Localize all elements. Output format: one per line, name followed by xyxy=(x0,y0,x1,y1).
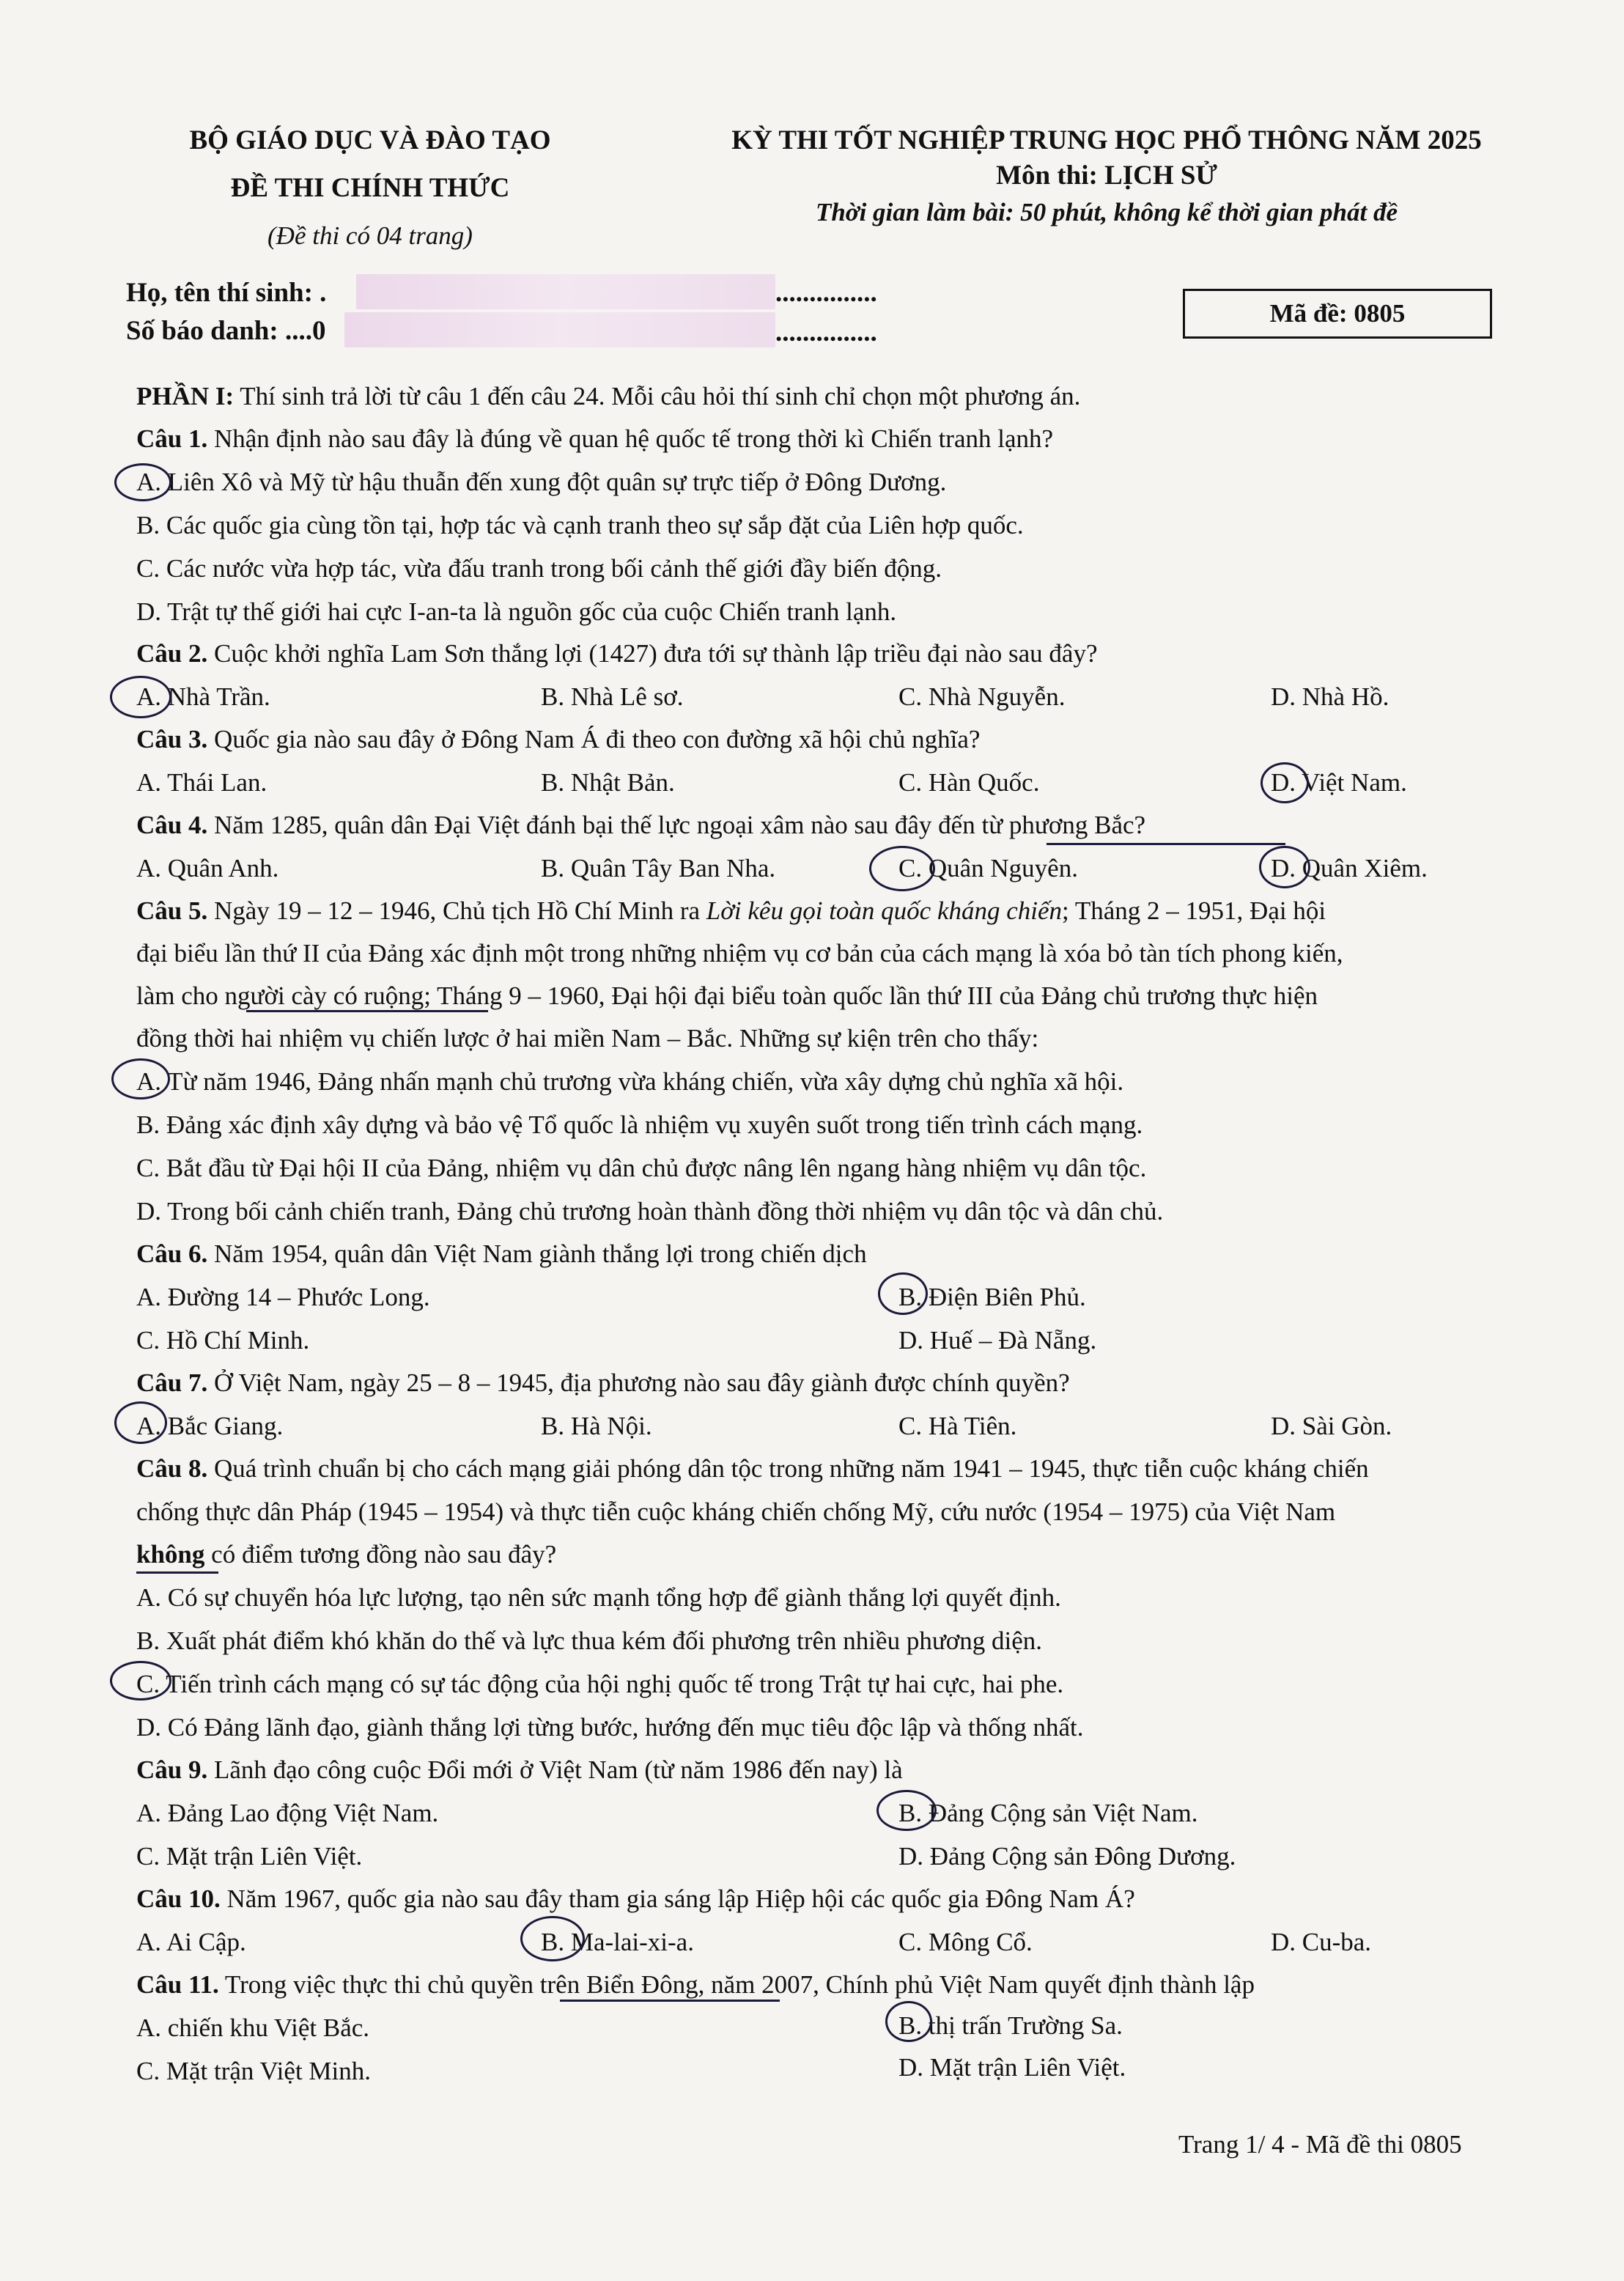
question-7-number: Câu 7. xyxy=(136,1368,208,1397)
q3-option-a[interactable]: A. Thái Lan. xyxy=(136,768,267,797)
q3-option-d[interactable]: D. Việt Nam. xyxy=(1271,768,1407,797)
q1-option-b[interactable]: B. Các quốc gia cùng tồn tại, hợp tác và cạnh tranh theo sự sắp đặt của Liên hợp quốc. xyxy=(136,511,1024,539)
question-8 xyxy=(136,1448,1369,1490)
pages-note: (Đề thi có 04 trang) xyxy=(267,221,473,250)
exam-title: KỲ THI TỐT NGHIỆP TRUNG HỌC PHỔ THÔNG NĂM 2025 xyxy=(731,125,1482,155)
q6-option-d[interactable]: D. Huế – Đà Nẵng. xyxy=(898,1326,1097,1355)
question-8-text-3: có điểm tương đồng nào sau đây? xyxy=(204,1540,557,1569)
redacted-number xyxy=(344,312,775,347)
question-5-line-2: đại biểu lần thứ II của Đảng xác định một trong những nhiệm vụ cơ bản của cách mạng là xóa bỏ tàn tích phong kiến, xyxy=(136,939,1343,968)
question-8-negation: không xyxy=(136,1540,205,1569)
question-3-number: Câu 3. xyxy=(136,725,208,753)
q9-option-b[interactable]: B. Đảng Cộng sản Việt Nam. xyxy=(898,1799,1198,1827)
q7-option-c[interactable]: C. Hà Tiên. xyxy=(898,1412,1017,1440)
question-3-text: Quốc gia nào sau đây ở Đông Nam Á đi theo con đường xã hội chủ nghĩa? xyxy=(207,725,981,753)
q8-underline xyxy=(136,1571,218,1574)
question-2 xyxy=(136,633,1097,675)
q6-option-b[interactable]: B. Điện Biên Phủ. xyxy=(898,1283,1086,1311)
question-5 xyxy=(136,890,1326,932)
q3-option-b[interactable]: B. Nhật Bản. xyxy=(541,768,675,797)
q3-option-c[interactable]: C. Hàn Quốc. xyxy=(898,768,1040,797)
question-8-line-3 xyxy=(136,1533,556,1576)
q7-option-a[interactable]: A. Bắc Giang. xyxy=(136,1412,284,1440)
q5-option-b[interactable]: B. Đảng xác định xây dựng và bảo vệ Tổ quốc là nhiệm vụ xuyên suốt trong tiến trình cách mạng. xyxy=(136,1110,1143,1139)
q2-option-a[interactable]: A. Nhà Trần. xyxy=(136,682,270,711)
question-9 xyxy=(136,1749,903,1791)
q10-option-a[interactable]: A. Ai Cập. xyxy=(136,1928,246,1956)
q5-option-a[interactable]: A. Từ năm 1946, Đảng nhấn mạnh chủ trương vừa kháng chiến, vừa xây dựng chủ nghĩa xã hội. xyxy=(136,1067,1124,1096)
page-footer: Trang 1/ 4 - Mã đề thi 0805 xyxy=(1178,2130,1462,2159)
q8-option-c[interactable]: C. Tiến trình cách mạng có sự tác động của hội nghị quốc tế trong Trật tự hai cực, hai phe. xyxy=(136,1670,1064,1698)
question-6-number: Câu 6. xyxy=(136,1239,208,1268)
q4-option-a[interactable]: A. Quân Anh. xyxy=(136,854,279,882)
q5-underline xyxy=(246,1010,488,1012)
candidate-name-label: Họ, tên thí sinh: . xyxy=(126,278,327,308)
question-2-text: Cuộc khởi nghĩa Lam Sơn thắng lợi (1427) đưa tới sự thành lập triều đại nào sau đây? xyxy=(207,639,1098,668)
q7-option-d[interactable]: D. Sài Gòn. xyxy=(1271,1412,1392,1440)
question-1-number: Câu 1. xyxy=(136,424,208,453)
name-dots: ............... xyxy=(775,278,877,308)
question-1-text: Nhận định nào sau đây là đúng về quan hệ quốc tế trong thời kì Chiến tranh lạnh? xyxy=(207,424,1054,453)
question-10-number: Câu 10. xyxy=(136,1884,221,1913)
q6-option-a[interactable]: A. Đường 14 – Phước Long. xyxy=(136,1283,430,1311)
q8-option-a[interactable]: A. Có sự chuyển hóa lực lượng, tạo nên sức mạnh tổng hợp để giành thắng lợi quyết định. xyxy=(136,1583,1061,1612)
question-9-text: Lãnh đạo công cuộc Đổi mới ở Việt Nam (từ năm 1986 đến nay) là xyxy=(207,1755,903,1784)
q9-option-d[interactable]: D. Đảng Cộng sản Đông Dương. xyxy=(898,1842,1236,1871)
question-7 xyxy=(136,1362,1070,1404)
question-5-text-2: ; Tháng 2 – 1951, Đại hội xyxy=(1062,896,1326,925)
q2-option-b[interactable]: B. Nhà Lê sơ. xyxy=(541,682,684,711)
q1-option-c[interactable]: C. Các nước vừa hợp tác, vừa đấu tranh trong bối cảnh thế giới đầy biến động. xyxy=(136,554,942,583)
q5-option-d[interactable]: D. Trong bối cảnh chiến tranh, Đảng chủ trương hoàn thành đồng thời nhiệm vụ dân tộc và dân chủ. xyxy=(136,1197,1164,1226)
question-6 xyxy=(136,1233,867,1275)
time-note: Thời gian làm bài: 50 phút, không kể thời gian phát đề xyxy=(815,198,1398,226)
q8-option-d[interactable]: D. Có Đảng lãnh đạo, giành thắng lợi từng bước, hướng đến mục tiêu độc lập và thống nhất. xyxy=(136,1713,1084,1742)
q2-option-d[interactable]: D. Nhà Hồ. xyxy=(1271,682,1389,711)
q4-underline xyxy=(1047,843,1285,845)
question-7-text: Ở Việt Nam, ngày 25 – 8 – 1945, địa phương nào sau đây giành được chính quyền? xyxy=(207,1368,1070,1397)
question-8-number: Câu 8. xyxy=(136,1454,208,1483)
question-3 xyxy=(136,718,980,761)
question-8-line-2: chống thực dân Pháp (1945 – 1954) và thực tiễn cuộc kháng chiến chống Mỹ, cứu nước (1954 – 1975) của Việt Nam xyxy=(136,1497,1336,1526)
exam-code-box: Mã đề: 0805 xyxy=(1183,289,1492,339)
q4-option-d[interactable]: D. Quân Xiêm. xyxy=(1271,854,1428,882)
q7-option-b[interactable]: B. Hà Nội. xyxy=(541,1412,652,1440)
question-5-quote: Lời kêu gọi toàn quốc kháng chiến xyxy=(706,896,1063,925)
q1-option-d[interactable]: D. Trật tự thế giới hai cực I-an-ta là nguồn gốc của cuộc Chiến tranh lạnh. xyxy=(136,597,897,626)
official-label: ĐỀ THI CHÍNH THỨC xyxy=(230,173,510,203)
q10-option-b[interactable]: B. Ma-lai-xi-a. xyxy=(541,1928,694,1956)
question-4-text: Năm 1285, quân dân Đại Việt đánh bại thế lực ngoại xâm nào sau đây đến từ phương Bắc? xyxy=(207,811,1146,839)
question-1 xyxy=(136,418,1053,460)
question-10 xyxy=(136,1878,1135,1920)
subject-label: Môn thi: LỊCH SỬ xyxy=(996,161,1217,191)
question-5-line-3: làm cho người cày có ruộng; Tháng 9 – 1960, Đại hội đại biểu toàn quốc lần thứ III của Đảng chủ trương thực hiện xyxy=(136,981,1318,1010)
question-10-text: Năm 1967, quốc gia nào sau đây tham gia sáng lập Hiệp hội các quốc gia Đông Nam Á? xyxy=(220,1884,1135,1913)
q2-option-c[interactable]: C. Nhà Nguyễn. xyxy=(898,682,1066,711)
q8-option-b[interactable]: B. Xuất phát điểm khó khăn do thế và lực thua kém đối phương trên nhiều phương diện. xyxy=(136,1626,1043,1655)
q11-option-d[interactable]: D. Mặt trận Liên Việt. xyxy=(898,2053,1126,2082)
question-9-number: Câu 9. xyxy=(136,1755,208,1784)
question-4 xyxy=(136,804,1145,847)
q4-option-b[interactable]: B. Quân Tây Ban Nha. xyxy=(541,854,776,882)
q10-option-d[interactable]: D. Cu-ba. xyxy=(1271,1928,1372,1956)
q9-option-a[interactable]: A. Đảng Lao động Việt Nam. xyxy=(136,1799,439,1827)
number-dots: ............... xyxy=(775,317,877,347)
q5-option-c[interactable]: C. Bắt đầu từ Đại hội II của Đảng, nhiệm vụ dân chủ được nâng lên ngang hàng nhiệm vụ dân tộc. xyxy=(136,1154,1147,1182)
q11-option-c[interactable]: C. Mặt trận Việt Minh. xyxy=(136,2057,372,2085)
question-5-number: Câu 5. xyxy=(136,896,208,925)
part-label: PHẦN I: xyxy=(136,382,235,410)
question-8-text-1: Quá trình chuẩn bị cho cách mạng giải phóng dân tộc trong những năm 1941 – 1945, thực tiễn cuộc kháng chiến xyxy=(207,1454,1369,1483)
question-11-number: Câu 11. xyxy=(136,1970,219,1999)
q6-option-c[interactable]: C. Hồ Chí Minh. xyxy=(136,1326,310,1355)
q1-option-a[interactable]: A. Liên Xô và Mỹ từ hậu thuẫn đến xung đột quân sự trực tiếp ở Đông Dương. xyxy=(136,468,947,496)
part-instruction xyxy=(136,375,1080,418)
q11-option-b[interactable]: B. thị trấn Trường Sa. xyxy=(898,2011,1123,2040)
question-11-text: Trong việc thực thi chủ quyền trên Biển Đông, năm 2007, Chính phủ Việt Nam quyết định thành lập xyxy=(218,1970,1255,1999)
q10-option-c[interactable]: C. Mông Cổ. xyxy=(898,1928,1033,1956)
q9-option-c[interactable]: C. Mặt trận Liên Việt. xyxy=(136,1842,363,1871)
ministry-title: BỘ GIÁO DỤC VÀ ĐÀO TẠO xyxy=(189,125,551,155)
q11-option-a[interactable]: A. chiến khu Việt Bắc. xyxy=(136,2013,370,2042)
q4-option-c[interactable]: C. Quân Nguyên. xyxy=(898,854,1078,882)
question-2-number: Câu 2. xyxy=(136,639,208,668)
candidate-number-label: Số báo danh: ....0 xyxy=(126,316,326,346)
part-text: Thí sinh trả lời từ câu 1 đến câu 24. Mỗi câu hỏi thí sinh chỉ chọn một phương án. xyxy=(234,382,1081,410)
question-6-text: Năm 1954, quân dân Việt Nam giành thắng lợi trong chiến dịch xyxy=(207,1239,867,1268)
redacted-name xyxy=(356,274,775,309)
question-5-line-4: đồng thời hai nhiệm vụ chiến lược ở hai miền Nam – Bắc. Những sự kiện trên cho thấy: xyxy=(136,1024,1039,1053)
question-4-number: Câu 4. xyxy=(136,811,208,839)
q11-underline xyxy=(560,2000,780,2002)
question-5-text-1: Ngày 19 – 12 – 1946, Chủ tịch Hồ Chí Minh ra xyxy=(207,896,706,925)
